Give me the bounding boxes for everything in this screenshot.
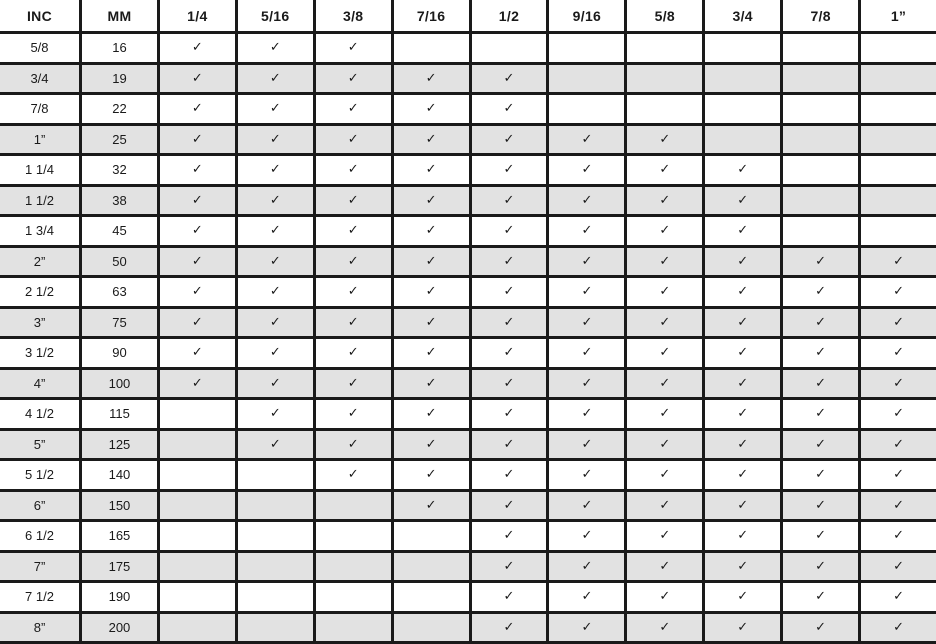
check-mark: ✓ (783, 400, 858, 428)
check-mark: ✓ (783, 309, 858, 337)
check-mark: ✓ (472, 309, 547, 337)
check-mark: ✓ (472, 553, 547, 581)
check-mark: ✓ (627, 492, 702, 520)
empty-cell (238, 492, 313, 520)
header-cell: MM (82, 0, 157, 31)
check-mark: ✓ (160, 278, 235, 306)
header-cell: 5/8 (627, 0, 702, 31)
check-mark: ✓ (160, 217, 235, 245)
check-mark: ✓ (549, 156, 624, 184)
check-mark: ✓ (861, 553, 936, 581)
mm-cell: 22 (82, 95, 157, 123)
mm-cell: 50 (82, 248, 157, 276)
header-cell: 1/2 (472, 0, 547, 31)
empty-cell (238, 461, 313, 489)
check-mark: ✓ (861, 492, 936, 520)
inc-cell: 5/8 (0, 34, 79, 62)
header-cell: 5/16 (238, 0, 313, 31)
mm-cell: 38 (82, 187, 157, 215)
empty-cell (861, 156, 936, 184)
check-mark: ✓ (394, 370, 469, 398)
check-mark: ✓ (316, 339, 391, 367)
check-mark: ✓ (472, 583, 547, 611)
mm-cell: 75 (82, 309, 157, 337)
check-mark: ✓ (394, 248, 469, 276)
inc-cell: 1 1/2 (0, 187, 79, 215)
check-mark: ✓ (783, 339, 858, 367)
mm-cell: 125 (82, 431, 157, 459)
check-mark: ✓ (472, 217, 547, 245)
check-mark: ✓ (394, 187, 469, 215)
check-mark: ✓ (394, 309, 469, 337)
check-mark: ✓ (861, 583, 936, 611)
check-mark: ✓ (627, 126, 702, 154)
check-mark: ✓ (861, 248, 936, 276)
empty-cell (160, 492, 235, 520)
empty-cell (861, 65, 936, 93)
mm-cell: 16 (82, 34, 157, 62)
check-mark: ✓ (549, 431, 624, 459)
check-mark: ✓ (316, 461, 391, 489)
check-mark: ✓ (238, 278, 313, 306)
check-mark: ✓ (627, 553, 702, 581)
empty-cell (549, 34, 624, 62)
empty-cell (861, 126, 936, 154)
check-mark: ✓ (472, 492, 547, 520)
check-mark: ✓ (627, 522, 702, 550)
empty-cell (783, 95, 858, 123)
check-mark: ✓ (549, 370, 624, 398)
check-mark: ✓ (705, 614, 780, 642)
check-mark: ✓ (394, 278, 469, 306)
empty-cell (394, 522, 469, 550)
check-mark: ✓ (160, 370, 235, 398)
header-cell: 9/16 (549, 0, 624, 31)
check-mark: ✓ (160, 95, 235, 123)
check-mark: ✓ (238, 156, 313, 184)
check-mark: ✓ (316, 370, 391, 398)
check-mark: ✓ (861, 522, 936, 550)
empty-cell (160, 583, 235, 611)
check-mark: ✓ (472, 461, 547, 489)
check-mark: ✓ (627, 278, 702, 306)
empty-cell (316, 553, 391, 581)
empty-cell (316, 522, 391, 550)
mm-cell: 45 (82, 217, 157, 245)
empty-cell (238, 522, 313, 550)
check-mark: ✓ (472, 156, 547, 184)
check-mark: ✓ (472, 370, 547, 398)
check-mark: ✓ (238, 431, 313, 459)
check-mark: ✓ (472, 95, 547, 123)
check-mark: ✓ (394, 400, 469, 428)
check-mark: ✓ (238, 34, 313, 62)
header-cell: 1” (861, 0, 936, 31)
check-mark: ✓ (627, 431, 702, 459)
header-cell: 3/8 (316, 0, 391, 31)
check-mark: ✓ (627, 614, 702, 642)
check-mark: ✓ (394, 65, 469, 93)
check-mark: ✓ (627, 309, 702, 337)
check-mark: ✓ (549, 217, 624, 245)
empty-cell (316, 492, 391, 520)
check-mark: ✓ (394, 492, 469, 520)
check-mark: ✓ (472, 65, 547, 93)
empty-cell (705, 126, 780, 154)
mm-cell: 25 (82, 126, 157, 154)
header-cell: 7/16 (394, 0, 469, 31)
check-mark: ✓ (549, 309, 624, 337)
inc-cell: 1” (0, 126, 79, 154)
check-mark: ✓ (861, 309, 936, 337)
mm-cell: 115 (82, 400, 157, 428)
inc-cell: 3/4 (0, 65, 79, 93)
empty-cell (783, 156, 858, 184)
check-mark: ✓ (705, 248, 780, 276)
check-mark: ✓ (705, 431, 780, 459)
check-mark: ✓ (705, 156, 780, 184)
check-mark: ✓ (783, 583, 858, 611)
empty-cell (627, 65, 702, 93)
empty-cell (783, 34, 858, 62)
empty-cell (783, 217, 858, 245)
empty-cell (705, 34, 780, 62)
inc-cell: 6 1/2 (0, 522, 79, 550)
check-mark: ✓ (160, 339, 235, 367)
check-mark: ✓ (705, 583, 780, 611)
check-mark: ✓ (861, 431, 936, 459)
check-mark: ✓ (394, 431, 469, 459)
mm-cell: 100 (82, 370, 157, 398)
mm-cell: 90 (82, 339, 157, 367)
check-mark: ✓ (705, 339, 780, 367)
check-mark: ✓ (783, 492, 858, 520)
mm-cell: 140 (82, 461, 157, 489)
empty-cell (861, 34, 936, 62)
check-mark: ✓ (549, 461, 624, 489)
check-mark: ✓ (316, 156, 391, 184)
mm-cell: 150 (82, 492, 157, 520)
empty-cell (238, 614, 313, 642)
empty-cell (238, 553, 313, 581)
check-mark: ✓ (549, 583, 624, 611)
check-mark: ✓ (394, 95, 469, 123)
check-mark: ✓ (783, 614, 858, 642)
inc-cell: 4 1/2 (0, 400, 79, 428)
inc-cell: 5 1/2 (0, 461, 79, 489)
inc-cell: 2 1/2 (0, 278, 79, 306)
check-mark: ✓ (783, 278, 858, 306)
empty-cell (160, 431, 235, 459)
inc-cell: 8” (0, 614, 79, 642)
check-mark: ✓ (160, 65, 235, 93)
check-mark: ✓ (549, 492, 624, 520)
check-mark: ✓ (861, 370, 936, 398)
check-mark: ✓ (627, 370, 702, 398)
check-mark: ✓ (238, 65, 313, 93)
check-mark: ✓ (160, 34, 235, 62)
check-mark: ✓ (472, 278, 547, 306)
check-mark: ✓ (472, 248, 547, 276)
check-mark: ✓ (549, 278, 624, 306)
check-mark: ✓ (705, 187, 780, 215)
check-mark: ✓ (316, 34, 391, 62)
empty-cell (394, 34, 469, 62)
empty-cell (394, 583, 469, 611)
mm-cell: 19 (82, 65, 157, 93)
inc-cell: 1 3/4 (0, 217, 79, 245)
check-mark: ✓ (238, 339, 313, 367)
empty-cell (705, 95, 780, 123)
check-mark: ✓ (316, 400, 391, 428)
check-mark: ✓ (160, 126, 235, 154)
empty-cell (160, 400, 235, 428)
check-mark: ✓ (549, 522, 624, 550)
inc-cell: 2” (0, 248, 79, 276)
check-mark: ✓ (549, 187, 624, 215)
check-mark: ✓ (238, 95, 313, 123)
check-mark: ✓ (705, 217, 780, 245)
check-mark: ✓ (472, 339, 547, 367)
check-mark: ✓ (705, 553, 780, 581)
check-mark: ✓ (316, 187, 391, 215)
empty-cell (783, 187, 858, 215)
empty-cell (549, 65, 624, 93)
inc-cell: 7” (0, 553, 79, 581)
empty-cell (394, 553, 469, 581)
mm-cell: 32 (82, 156, 157, 184)
check-mark: ✓ (238, 126, 313, 154)
empty-cell (549, 95, 624, 123)
mm-cell: 200 (82, 614, 157, 642)
check-mark: ✓ (238, 400, 313, 428)
check-mark: ✓ (316, 217, 391, 245)
check-mark: ✓ (783, 553, 858, 581)
empty-cell (627, 95, 702, 123)
check-mark: ✓ (627, 217, 702, 245)
header-cell: 7/8 (783, 0, 858, 31)
empty-cell (783, 65, 858, 93)
empty-cell (160, 522, 235, 550)
check-mark: ✓ (627, 400, 702, 428)
check-mark: ✓ (394, 156, 469, 184)
check-mark: ✓ (394, 339, 469, 367)
check-mark: ✓ (394, 217, 469, 245)
check-mark: ✓ (861, 614, 936, 642)
check-mark: ✓ (705, 370, 780, 398)
check-mark: ✓ (160, 187, 235, 215)
empty-cell (861, 187, 936, 215)
check-mark: ✓ (316, 278, 391, 306)
check-mark: ✓ (394, 126, 469, 154)
check-mark: ✓ (238, 248, 313, 276)
empty-cell (705, 65, 780, 93)
header-cell: 1/4 (160, 0, 235, 31)
check-mark: ✓ (472, 522, 547, 550)
header-cell: 3/4 (705, 0, 780, 31)
mm-cell: 165 (82, 522, 157, 550)
check-mark: ✓ (472, 614, 547, 642)
inc-cell: 4” (0, 370, 79, 398)
check-mark: ✓ (705, 522, 780, 550)
check-mark: ✓ (861, 461, 936, 489)
check-mark: ✓ (705, 309, 780, 337)
check-mark: ✓ (705, 278, 780, 306)
empty-cell (394, 614, 469, 642)
check-mark: ✓ (549, 614, 624, 642)
check-mark: ✓ (316, 95, 391, 123)
check-mark: ✓ (861, 339, 936, 367)
check-mark: ✓ (549, 248, 624, 276)
empty-cell (861, 95, 936, 123)
check-mark: ✓ (316, 431, 391, 459)
check-mark: ✓ (316, 309, 391, 337)
check-mark: ✓ (549, 126, 624, 154)
check-mark: ✓ (472, 187, 547, 215)
empty-cell (160, 614, 235, 642)
check-mark: ✓ (160, 248, 235, 276)
check-mark: ✓ (316, 126, 391, 154)
check-mark: ✓ (238, 309, 313, 337)
check-mark: ✓ (472, 126, 547, 154)
check-mark: ✓ (705, 461, 780, 489)
check-mark: ✓ (627, 248, 702, 276)
inc-cell: 5” (0, 431, 79, 459)
empty-cell (861, 217, 936, 245)
check-mark: ✓ (627, 156, 702, 184)
check-mark: ✓ (472, 400, 547, 428)
inc-cell: 1 1/4 (0, 156, 79, 184)
empty-cell (627, 34, 702, 62)
empty-cell (160, 553, 235, 581)
check-mark: ✓ (627, 187, 702, 215)
empty-cell (160, 461, 235, 489)
inc-cell: 7/8 (0, 95, 79, 123)
check-mark: ✓ (783, 461, 858, 489)
check-mark: ✓ (783, 431, 858, 459)
check-mark: ✓ (783, 248, 858, 276)
check-mark: ✓ (316, 65, 391, 93)
inc-cell: 3 1/2 (0, 339, 79, 367)
empty-cell (472, 34, 547, 62)
check-mark: ✓ (316, 248, 391, 276)
check-mark: ✓ (783, 522, 858, 550)
empty-cell (316, 614, 391, 642)
check-mark: ✓ (861, 278, 936, 306)
check-mark: ✓ (627, 339, 702, 367)
empty-cell (316, 583, 391, 611)
check-mark: ✓ (627, 461, 702, 489)
inc-cell: 6” (0, 492, 79, 520)
check-mark: ✓ (472, 431, 547, 459)
inc-cell: 3” (0, 309, 79, 337)
header-cell: INC (0, 0, 79, 31)
mm-cell: 63 (82, 278, 157, 306)
mm-cell: 190 (82, 583, 157, 611)
check-mark: ✓ (238, 217, 313, 245)
check-mark: ✓ (549, 553, 624, 581)
inc-cell: 7 1/2 (0, 583, 79, 611)
check-mark: ✓ (549, 339, 624, 367)
check-mark: ✓ (861, 400, 936, 428)
check-mark: ✓ (627, 583, 702, 611)
check-mark: ✓ (238, 370, 313, 398)
check-mark: ✓ (394, 461, 469, 489)
check-mark: ✓ (549, 400, 624, 428)
check-mark: ✓ (238, 187, 313, 215)
check-mark: ✓ (160, 156, 235, 184)
mm-cell: 175 (82, 553, 157, 581)
check-mark: ✓ (160, 309, 235, 337)
empty-cell (238, 583, 313, 611)
check-mark: ✓ (705, 400, 780, 428)
check-mark: ✓ (783, 370, 858, 398)
check-mark: ✓ (705, 492, 780, 520)
empty-cell (783, 126, 858, 154)
